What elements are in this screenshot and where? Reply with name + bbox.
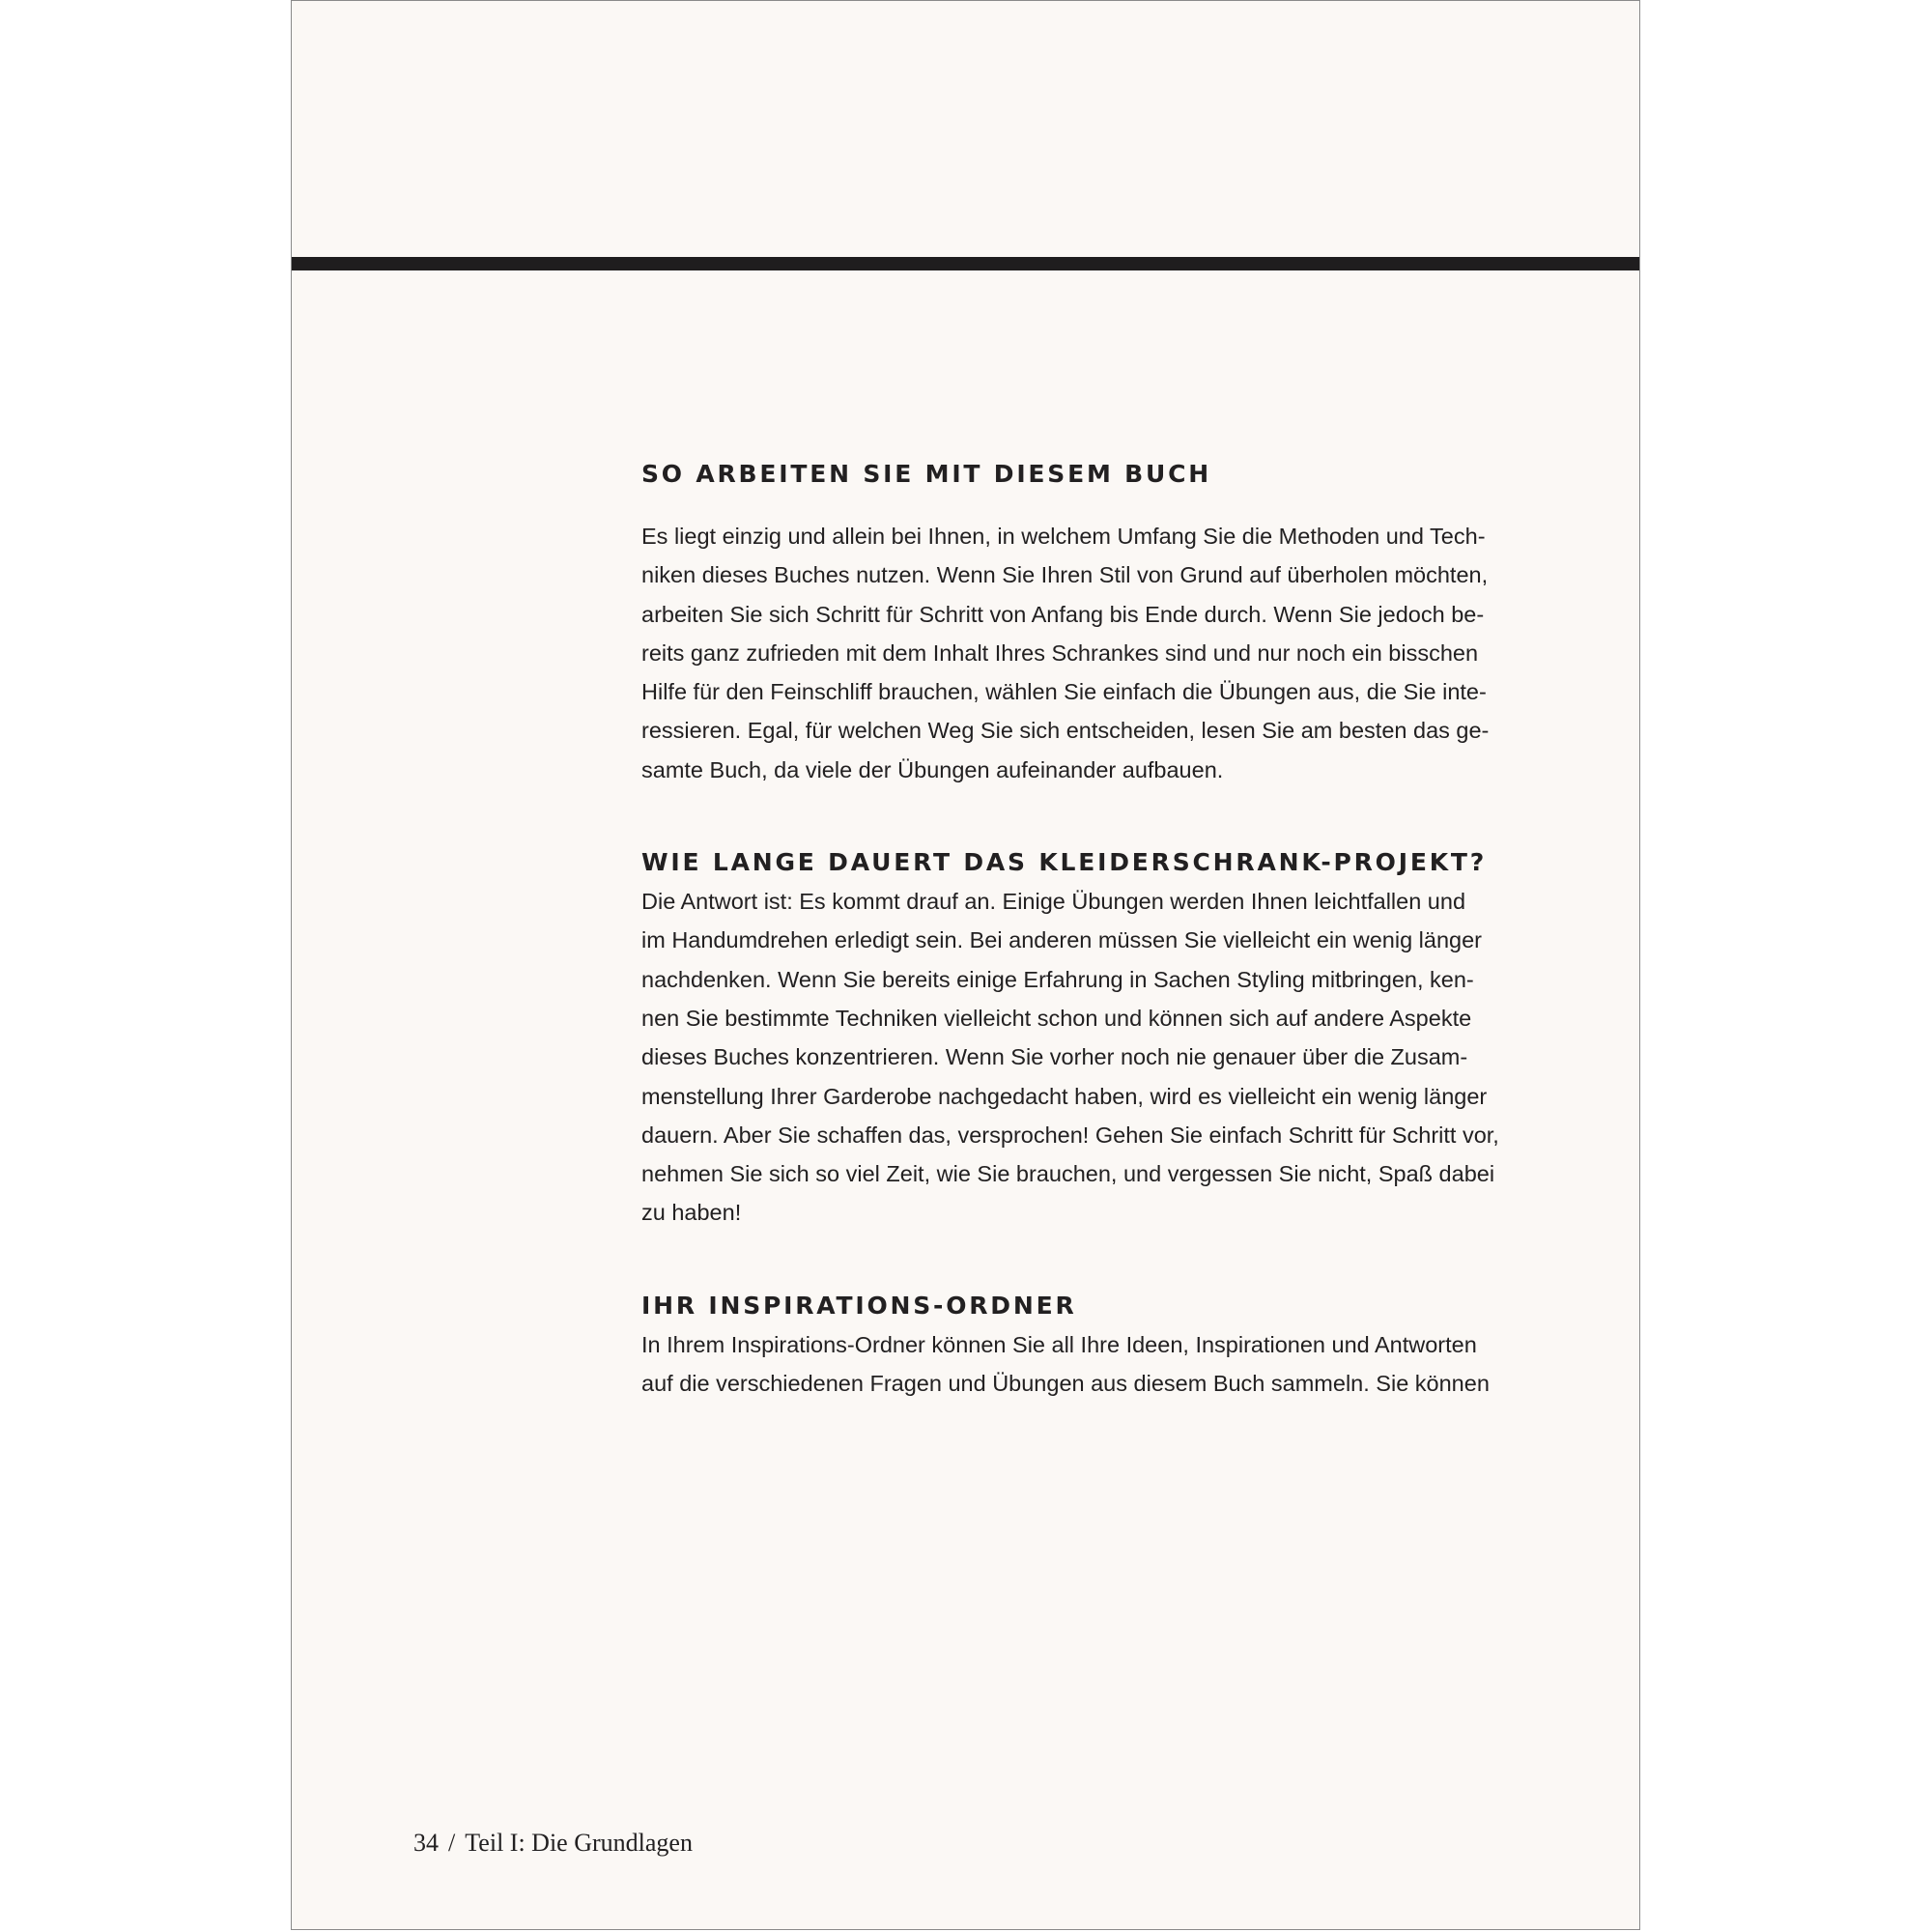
page-content xyxy=(641,455,1549,1403)
page-number: 34 xyxy=(413,1829,439,1857)
section-body: Es liegt einzig und allein bei Ihnen, in welchem Umfang Sie die Methoden und Tech- niken dieses Buches nutzen. Wenn Sie Ihren Stil von Grund auf überholen möchten, arbeiten Sie sich Schritt für Schritt von Anfang bis Ende durch. Wenn Sie jedoch be- reits ganz zufrieden mit dem Inhalt Ihres Schrankes sind und nur noch ein bisschen Hilfe für den Feinschliff brauchen, wählen Sie einfach die Übungen aus, die Sie inte- ressieren. Egal, für welchen Weg Sie sich entscheiden, lesen Sie am besten das ge- samte Buch, da viele der Übungen aufeinander aufbauen. xyxy=(641,524,1490,782)
section-duration xyxy=(641,843,1549,1233)
section-heading: IHR INSPIRATIONS-ORDNER xyxy=(641,1291,1077,1320)
section-inspiration-folder xyxy=(641,1287,1549,1404)
page-footer xyxy=(413,1829,693,1858)
section-body: In Ihrem Inspirations-Ordner können Sie all Ihre Ideen, Inspirationen und Antworten auf die verschiedenen Fragen und Übungen aus diesem Buch sammeln. Sie können xyxy=(641,1331,1490,1397)
section-how-to-use xyxy=(641,455,1549,789)
section-heading: WIE LANGE DAUERT DAS KLEIDERSCHRANK-PROJEKT? xyxy=(641,848,1488,877)
header-rule xyxy=(292,257,1639,270)
section-body: Die Antwort ist: Es kommt drauf an. Einige Übungen werden Ihnen leichtfallen und im Handumdrehen erledigt sein. Bei anderen müssen Sie vielleicht ein wenig länger nachdenken. Wenn Sie bereits einige Erfahrung in Sachen Styling mitbringen, ken- nen Sie bestimmte Techniken vielleicht schon und können sich auf andere Aspekte dieses Buches konzentrieren. Wenn Sie vorher noch nie genauer über die Zusam- menstellung Ihrer Garderobe nachgedacht haben, wird es vielleicht ein wenig länger dauern. Aber Sie schaffen das, versprochen! Gehen Sie einfach Schritt für Schritt vor, nehmen Sie sich so viel Zeit, wie Sie brauchen, und vergessen Sie nicht, Spaß dabei zu haben! xyxy=(641,889,1499,1226)
book-page xyxy=(291,0,1640,1930)
footer-separator: / xyxy=(448,1829,456,1857)
part-title: Teil I: Die Grundlagen xyxy=(465,1829,693,1857)
section-heading: SO ARBEITEN SIE MIT DIESEM BUCH xyxy=(641,460,1211,488)
